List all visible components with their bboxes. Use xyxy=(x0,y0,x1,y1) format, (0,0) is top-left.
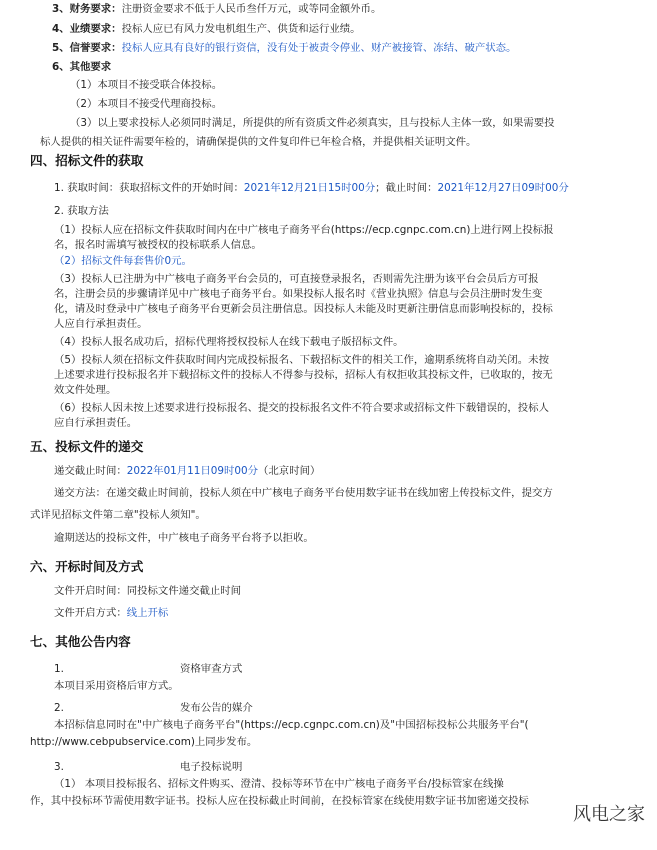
obtain-method-5-cont2: 效文件处理。 xyxy=(54,384,117,396)
e-bidding-text: （1） 本项目投标报名、招标文件购买、澄清、投标等环节在中广核电子商务平台/投标管家在线操 xyxy=(54,778,504,790)
section-heading-6: 六、开标时间及方式 xyxy=(30,559,144,574)
obtain-method-3: （3）投标人已注册为中广核电子商务平台会员的，可直接登录报名，否则需先注册为该平台会员后方可报 xyxy=(54,273,539,285)
obtain-method-5-cont: 上述要求进行投标报名并下载招标文件的投标人不得参与投标，招标人有权拒收其投标文件，已收取的，按无 xyxy=(54,369,553,381)
open-time: 文件开启时间：同投标文件递交截止时间 xyxy=(54,585,242,597)
requirement-other: 6、其他要求 xyxy=(52,61,112,73)
section-heading-4: 四、招标文件的获取 xyxy=(30,153,144,168)
media-text: 本招标信息同时在"中广核电子商务平台"(https://ecp.cgnpc.com.cn)及"中国招标投标公共服务平台"( xyxy=(54,719,529,731)
obtain-method-1: （1）投标人应在招标文件获取时间内在中广核电子商务平台(https://ecp.cgnpc.com.cn)上进行网上投标报 xyxy=(54,224,554,236)
e-bidding-text-cont: 作，其中投标环节需使用数字证书。投标人应在投标截止时间前，在投标管家在线使用数字证书加密递交投标 xyxy=(30,795,529,807)
item-number-3: 3. xyxy=(54,761,64,773)
obtain-method-3-cont2: 化，请及时登录中广核电子商务平台更新会员注册信息。因投标人未能及时更新注册信息而影响投标的，投标 xyxy=(54,303,553,315)
item-title-media: 发布公告的媒介 xyxy=(180,702,253,714)
obtain-method-3-cont3: 人应自行承担责任。 xyxy=(54,318,148,330)
obtain-method-5: （5）投标人须在招标文件获取时间内完成投标报名、下载招标文件的相关工作，逾期系统将自动关闭。未按 xyxy=(54,354,549,366)
requirement-credit: 5、信誉要求：投标人应具有良好的银行资信，没有处于被责令停业、财产被接管、冻结、破产状态。 xyxy=(52,42,517,54)
item-title-e-bidding: 电子投标说明 xyxy=(180,761,243,773)
item-number-2: 2. xyxy=(54,702,64,714)
other-req-3: （3）以上要求投标人必须同时满足，所提供的所有资质文件必须真实，且与投标人主体一致，如果需要投 xyxy=(70,117,555,129)
obtain-method-3-cont: 名，注册会员的步骤请详见中广核电子商务平台。如果投标人报名时《营业执照》信息与会员注册时发生变 xyxy=(54,288,543,300)
obtain-method-6: （6）投标人因未按上述要求进行投标报名、提交的投标报名文件不符合要求或招标文件下载错误的，投标人 xyxy=(54,402,549,414)
watermark-logo: 风电之家 xyxy=(571,800,647,826)
obtain-method-2-price: （2）招标文件每套售价0元。 xyxy=(54,255,192,267)
obtain-method-1-cont: 名，报名时需填写被授权的投标联系人信息。 xyxy=(54,239,262,251)
other-req-1: （1）本项目不接受联合体投标。 xyxy=(70,79,223,91)
other-req-2: （2）本项目不接受代理商投标。 xyxy=(70,98,223,110)
requirement-performance: 4、业绩要求：投标人应已有风力发电机组生产、供货和运行业绩。 xyxy=(52,23,361,35)
media-text-cont: http://www.cebpubservice.com)上同步发布。 xyxy=(30,736,258,748)
open-method: 文件开启方式：线上开标 xyxy=(54,607,169,619)
section-heading-7: 七、其他公告内容 xyxy=(30,634,131,649)
section-heading-5: 五、投标文件的递交 xyxy=(30,439,144,454)
submit-method-cont: 式详见招标文件第二章"投标人须知"。 xyxy=(30,509,206,521)
qualification-text: 本项目采用资格后审方式。 xyxy=(54,680,179,692)
obtain-method-title: 2. 获取方法 xyxy=(54,205,109,217)
requirement-financial: 3、财务要求：注册资金要求不低于人民币叁仟万元，或等同金额外币。 xyxy=(52,3,382,15)
submit-method: 递交方法：在递交截止时间前，投标人须在中广核电子商务平台使用数字证书在线加密上传投标文件，提交方 xyxy=(54,487,553,499)
obtain-time: 1. 获取时间：获取招标文件的开始时间：2021年12月21日15时00分；截止时间：2021年12月27日09时00分 xyxy=(54,182,569,194)
submit-deadline: 递交截止时间：2022年01月11日09时00分（北京时间） xyxy=(54,465,321,477)
item-number-1: 1. xyxy=(54,663,64,675)
item-title-qualification: 资格审查方式 xyxy=(180,663,243,675)
obtain-method-4: （4）投标人报名成功后，招标代理将授权投标人在线下载电子版招标文件。 xyxy=(54,336,404,348)
obtain-method-6-cont: 应自行承担责任。 xyxy=(54,417,138,429)
other-req-3-cont: 标人提供的相关证件需要年检的，请确保提供的文件复印件已年检合格，并提供相关证明文件。 xyxy=(40,136,477,148)
late-submission-note: 逾期送达的投标文件，中广核电子商务平台将予以拒收。 xyxy=(54,532,314,544)
